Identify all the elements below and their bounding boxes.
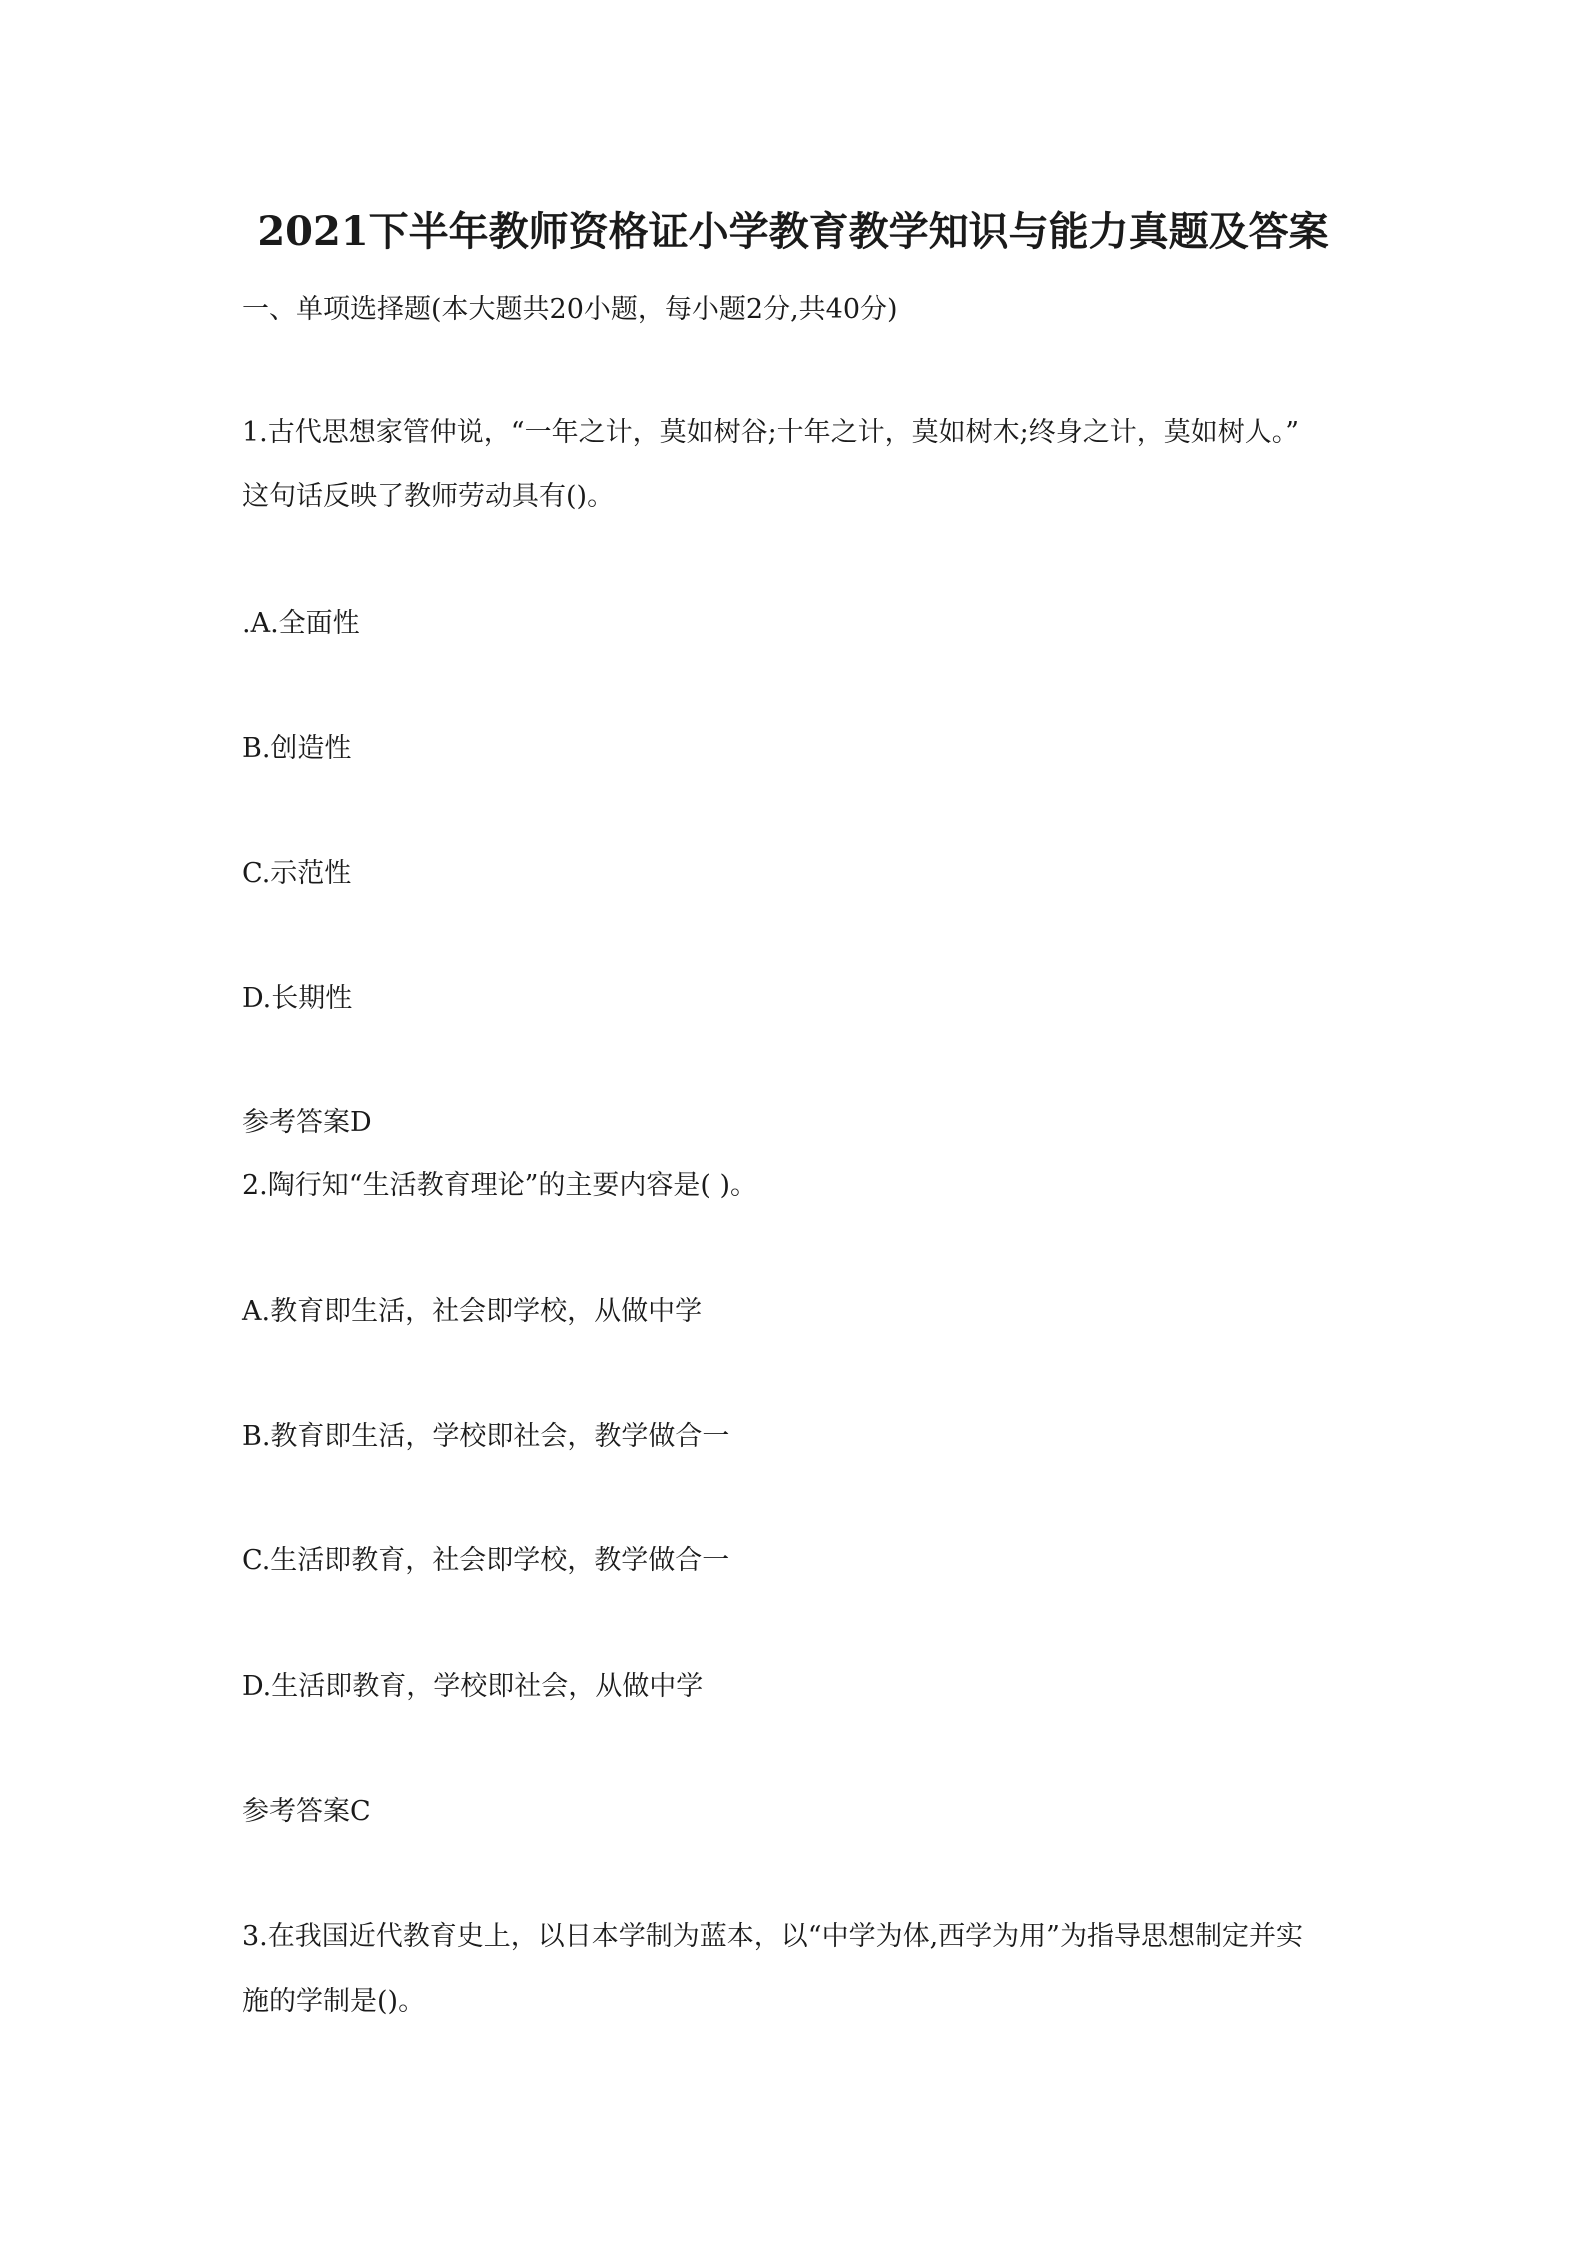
question-2-option-c: C.生活即教育，社会即学校，教学做合一 — [242, 1545, 730, 1576]
section-heading: 一、单项选择题(本大题共20小题，每小题2分,共40分) — [242, 294, 898, 325]
question-1-option-c: C.示范性 — [242, 858, 352, 889]
question-1-answer: 参考答案D — [242, 1107, 372, 1138]
question-1-option-b: B.创造性 — [242, 733, 352, 764]
question-1-option-d: D.长期性 — [242, 983, 353, 1014]
question-2-answer: 参考答案C — [242, 1796, 371, 1827]
document-title: 2021下半年教师资格证小学教育教学知识与能力真题及答案 — [257, 208, 1329, 255]
question-2-option-b: B.教育即生活，学校即社会，教学做合一 — [242, 1421, 730, 1452]
question-1-stem-line-1: 1.古代思想家管仲说，“一年之计，莫如树谷;十年之计，莫如树木;终身之计，莫如树人。” — [242, 417, 1300, 448]
question-2-option-d: D.生活即教育，学校即社会，从做中学 — [242, 1671, 704, 1702]
question-3-stem-line-2: 施的学制是()。 — [242, 1986, 426, 2017]
question-2-option-a: A.教育即生活，社会即学校，从做中学 — [242, 1296, 703, 1327]
question-3-stem-line-1: 3.在我国近代教育史上，以日本学制为蓝本，以“中学为体,西学为用”为指导思想制定并实 — [242, 1921, 1303, 1952]
question-1-stem-line-2: 这句话反映了教师劳动具有()。 — [242, 481, 615, 512]
question-2-stem-line-1: 2.陶行知“生活教育理论”的主要内容是( )。 — [242, 1170, 758, 1201]
question-1-option-a: .A.全面性 — [242, 608, 360, 639]
